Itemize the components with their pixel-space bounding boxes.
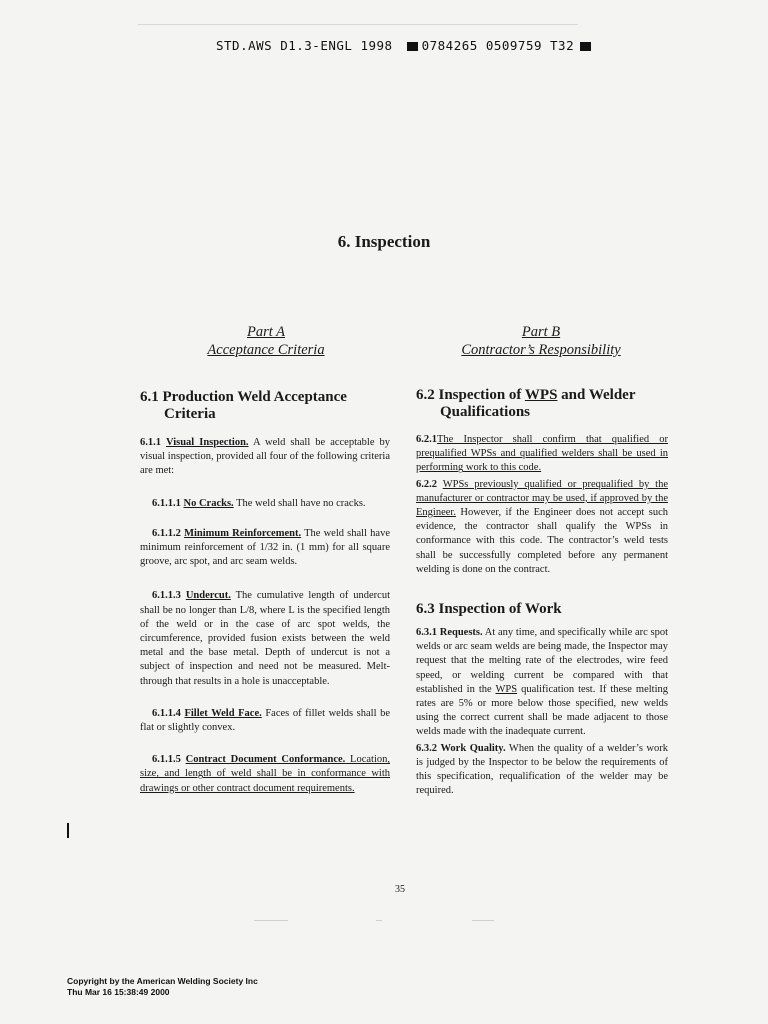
section-6-3-heading: 6.3 Inspection of Work (416, 601, 562, 618)
part-a-label: Part A (247, 324, 285, 340)
para-6-2-2-text: However, if the Engineer does not accept such evidence, the contractor shall qualify the WPSs in conformance with this code. The contractor’s weld tests shall be successfully completed before any permanent welding is done on the contract. (416, 507, 668, 575)
para-6-3-1-number: 6.3.1 (416, 627, 437, 639)
para-6-2-1-text: The Inspector shall confirm that qualified or prequalified WPSs and qualified welders shall be used in performing work to this code. (416, 434, 668, 474)
para-6-1-1-2 (140, 527, 390, 570)
para-6-3-2-text: When the quality of a welder’s work is judged by the Inspector to be below the requirements of this specification, requalification of the welder may be required. (416, 742, 668, 797)
footer-timestamp: Thu Mar 16 15:38:49 2000 (67, 987, 170, 997)
para-6-1-1-3-title: Undercut. (185, 590, 231, 602)
para-6-1-1-5-number: 6.1.1.5 (152, 754, 181, 766)
para-6-1-1-5-title: Contract Document Conformance. (185, 754, 346, 766)
para-6-3-2 (416, 742, 668, 799)
para-6-2-2-underlined-text: WPSs previously qualified or prequalified by the manufacturer or contractor may be used, if approved by the Engineer. (416, 478, 669, 519)
copyright-text: Copyright by the American Welding Society Inc (67, 976, 258, 986)
chapter-title: 6. Inspection (337, 232, 431, 251)
para-6-3-1-title: Requests. (439, 627, 483, 639)
para-6-2-2-number: 6.2.2 (416, 478, 437, 490)
para-6-3-2-number: 6.3.2 (416, 742, 437, 754)
para-6-1-1-3 (140, 589, 390, 688)
footer-rule (254, 920, 288, 921)
part-a-title: Acceptance Criteria (207, 342, 325, 358)
para-6-2-1-number: 6.2.1 (416, 434, 437, 445)
para-6-1-1-1-number: 6.1.1.1 (152, 497, 181, 509)
para-6-1-1-number: 6.1.1 (140, 437, 161, 448)
section-6-2-heading-text2: and Welder (557, 387, 636, 403)
standard-code: STD.AWS D1.3-ENGL 1998 (216, 38, 393, 53)
para-6-3-1-text: At any time, and specifically while arc spot welds or arc seam welds are being made, the Inspector may request that the melting rate of the electrodes, wire feed speed, or welding current be compared with that established in the (416, 627, 669, 695)
part-a-heading (176, 323, 356, 359)
para-6-1-1-1-title: No Cracks. (183, 497, 234, 509)
para-6-1-1-5-text: Location, size, and length of weld shall be in conformance with drawings or other contract document requirements. (140, 754, 390, 794)
para-6-1-1-2-text: The weld shall have minimum reinforcement of 1/32 in. (1 mm) for all square groove, arc spot, and arc seam welds. (140, 527, 391, 568)
para-6-1-1-1-text: The weld shall have no cracks. (233, 497, 366, 509)
page-number: 35 (395, 884, 405, 895)
change-bar (67, 823, 69, 838)
section-6-1-heading-line1: 6.1 Production Weld Acceptance (140, 389, 347, 405)
para-6-3-1 (416, 626, 668, 740)
para-6-3-1-wps: WPS (495, 683, 518, 695)
section-6-2-heading-wps: WPS (524, 387, 558, 403)
para-6-1-1-5 (140, 753, 390, 796)
para-6-1-1-3-text: The cumulative length of undercut shall be no longer than L/8, where L is the specified length of the weld or in the case of arc spot welds, the circumference, provided fusion exists between the weld metal and the base metal. Depth of undercut is not a subject of inspection and need not be measured. Melt-through that results in a hole is unacceptable. (140, 590, 391, 687)
para-6-2-2 (416, 478, 668, 577)
para-6-1-1-text: A weld shall be acceptable by visual inspection, provided all four of the following criteria are met: (140, 437, 391, 477)
document-header (216, 38, 595, 53)
top-rule (138, 24, 578, 25)
footer-rule (376, 920, 382, 921)
footer-rule (472, 920, 494, 921)
para-6-1-1-4-number: 6.1.1.4 (152, 707, 181, 719)
para-6-1-1-4-title: Fillet Weld Face. (184, 707, 262, 719)
section-6-2-heading-text: 6.2 Inspection of (416, 387, 525, 403)
section-6-2-heading (416, 387, 668, 421)
part-b-heading (436, 323, 646, 359)
para-6-1-1-2-title: Minimum Reinforcement. (184, 527, 302, 539)
part-b-label: Part B (521, 324, 561, 340)
para-6-1-1-1 (140, 497, 390, 511)
part-b-title: Contractor’s Responsibility (461, 342, 621, 358)
black-square-mark (407, 42, 418, 51)
section-6-2-heading-line2: Qualifications (440, 404, 531, 420)
para-6-1-1 (140, 436, 390, 479)
copyright-footer (67, 976, 258, 998)
para-6-1-1-4 (140, 707, 390, 735)
para-6-1-1-2-number: 6.1.1.2 (152, 527, 181, 539)
document-code: 0784265 0509759 T32 (421, 38, 575, 53)
para-6-2-1 (416, 433, 668, 476)
para-6-1-1-3-number: 6.1.1.3 (152, 590, 181, 602)
right-column (416, 387, 668, 798)
section-6-1-heading-line2: Criteria (164, 406, 216, 422)
black-square-mark (580, 42, 591, 51)
left-column (140, 389, 390, 796)
para-6-3-2-title: Work Quality. (440, 742, 506, 754)
section-6-1-heading (140, 389, 390, 423)
para-6-1-1-4-text: Faces of fillet welds shall be flat or slightly convex. (140, 707, 390, 734)
para-6-3-1-text2: qualification test. If these melting rates are 5% or more below those specified, new welds using the correct current shall be made adjacent to those welds made with the inadequate current. (416, 683, 668, 738)
para-6-1-1-title: Visual Inspection. (166, 437, 249, 448)
